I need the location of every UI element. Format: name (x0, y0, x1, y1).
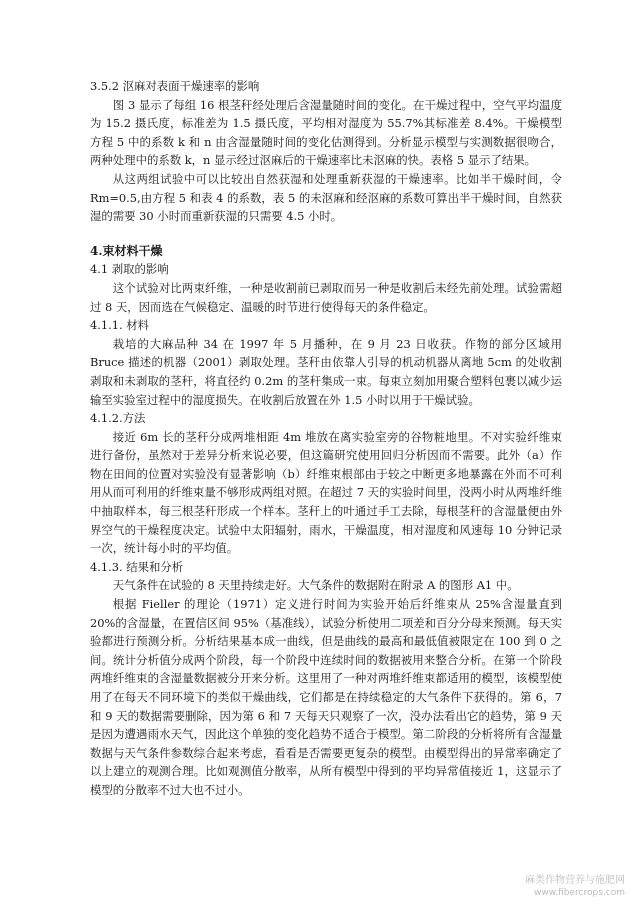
watermark-title: 麻类作物营养与施肥网 (525, 875, 625, 886)
chapter-4-heading: 4.束材料干燥 (90, 243, 163, 258)
section-4-1-1-paragraph: 栽培的大麻品种 34 在 1997 年 5 月播种，在 9 月 23 日收获。作物的部分区域用 Bruce 描述的机器（2001）剥取处理。茎秆由依靠人引导的机动机器从离地 5cm 的处收割剥取和未剥取的茎秆，将直径约 0.2m 的茎秆集成一束。每束立刻加用聚合塑料包裹以减少运输至实验室过程中的湿度损失。在收割后放置在外 1.5 小时以用于干燥试验。 (90, 336, 562, 407)
section-3-5-2-paragraph-2: 从这两组试验中可以比较出自然获湿和处理重新获湿的干燥速率。比如半干燥时间，令 Rm=0.5,由方程 5 和表 4 的系数，表 5 的未沤麻和经沤麻的系数可算出半干燥时间，自然获湿的需要 30 小时而重新获湿的只需要 4.5 小时。 (90, 171, 562, 224)
section-3-5-2-heading: 3.5.2 沤麻对表面干燥速率的影响 (90, 79, 260, 93)
document-page (90, 77, 562, 800)
section-4-1-2-heading: 4.1.2.方法 (90, 411, 146, 426)
site-watermark (525, 875, 625, 899)
watermark-url: www.fibercrops.com (534, 888, 625, 898)
section-4-1-3-heading: 4.1.3. 结果和分析 (90, 559, 184, 574)
section-4-1-1-heading: 4.1.1. 材料 (90, 318, 150, 333)
section-4-1-3-paragraph-1: 天气条件在试验的 8 天里持续走好。大气条件的数据附在附录 A 的图形 A1 中。 (112, 578, 519, 593)
section-3-5-2-paragraph-1: 图 3 显示了每组 16 根茎秆经处理后含湿量随时间的变化。在干燥过程中，空气平均温度为 15.2 摄氏度，标准差为 1.5 摄氏度，平均相对湿度为 55.7%其标准差 8.4%。干燥模型方程 5 中的系数 k 和 n 由含湿量随时间的变化估测得到。分析显示模型与实测数据很吻合，两种处理中的系数 k，n 显示经过沤麻后的干燥速率比未沤麻的快。表格 5 显示了结果。 (90, 97, 562, 168)
section-4-1-3-paragraph-2: 根据 Fieller 的理论（1971）定义进行时间为实验开始后纤维束从 25%含湿量直到 20%的含湿量，在置信区间 95%（基准线），试验分析使用二项差和百分分母来预测。每天实验都进行预测分析。分析结果基本成一曲线，但是曲线的最高和最低值被限定在 100 到 0 之间。统计分析值分成两个阶段，每一个阶段中连续时间的数据被用来整合分析。在第一个阶段两堆纤维束的含湿量数据被分开来分析。这里用了一种对两堆纤维束都适用的模型，该模型使用了在每天不同环境下的类似干燥曲线，它们都是在持续稳定的大气条件下获得的。第 6，7 和 9 天的数据需要删除，因为第 6 和 7 天每天只观察了一次，没办法看出它的趋势，第 9 天是因为遭遇雨水天气，因此这个单独的变化趋势不适合于模型。第二阶段的分析将所有含湿量数据与天气条件参数综合起来考虑，看看是否需要更复杂的模型。由模型得出的异常率确定了以上建立的观测合理。比如观测值分散率，从所有模型中得到的平均异常值接近 1，这显示了模型的分散率不过大也不过小。 (90, 597, 562, 797)
section-4-1-heading: 4.1 剥取的影响 (90, 262, 169, 277)
section-4-1-2-paragraph: 接近 6m 长的茎秆分成两堆相距 4m 堆放在离实验室旁的谷物粧地里。不对实验纤维束进行备份，虽然对于差异分析来说必要，但这篇研究使用回归分析因而不需要。此外（a）作物在田间的位置对实验没有显著影响（b）纤维束根部由于较之中断更多地暴露在外而不可利用从而可利用的纤维束量不够形成两组对照。在超过 7 天的实验时间里，没两小时从两堆纤维中抽取样本，每三根茎秆形成一个样本。茎秆上的叶通过手工去除，每根茎秆的含湿量便由外界空气的干燥程度决定。试验中太阳辐射，雨水，干燥温度，相对湿度和风速每 10 分钟记录一次，统计每小时的平均值。 (90, 429, 562, 556)
section-4-1-paragraph: 这个试验对比两束纤维，一种是收割前已剥取而另一种是收割后未经先前处理。试验需超过 8 天，因而选在气候稳定、温暖的时节进行使得每天的条件稳定。 (90, 280, 562, 314)
